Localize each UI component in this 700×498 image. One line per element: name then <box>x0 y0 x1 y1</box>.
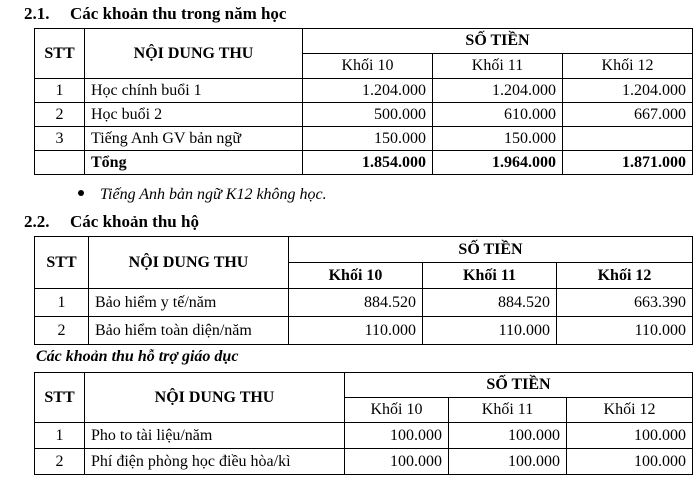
header-khoi-11: Khối 11 <box>423 263 557 289</box>
header-content: NỘI DUNG THU <box>85 29 303 79</box>
cell-stt: 2 <box>35 103 85 127</box>
cell-stt: 2 <box>35 449 85 475</box>
header-khoi-11: Khối 11 <box>433 54 563 79</box>
cell-k10: 110.000 <box>289 317 423 345</box>
section-number: 2.2. <box>24 212 50 231</box>
header-amount: SỐ TIỀN <box>289 237 693 263</box>
cell-k11: 1.204.000 <box>433 79 563 103</box>
header-khoi-11: Khối 11 <box>449 398 567 423</box>
header-khoi-12: Khối 12 <box>563 54 693 79</box>
total-k11: 1.964.000 <box>433 151 563 175</box>
cell-k10: 884.520 <box>289 289 423 317</box>
header-amount: SỐ TIỀN <box>303 29 693 54</box>
section-2-2-heading <box>0 212 199 232</box>
table-collected-fees <box>34 236 693 345</box>
cell-k11: 100.000 <box>449 449 567 475</box>
header-stt: STT <box>35 373 85 423</box>
header-khoi-12: Khối 12 <box>557 263 693 289</box>
header-content: NỘI DUNG THU <box>89 237 289 289</box>
cell-k12: 1.204.000 <box>563 79 693 103</box>
cell-stt: 1 <box>35 423 85 449</box>
cell-stt: 3 <box>35 127 85 151</box>
total-label: Tổng <box>85 151 303 175</box>
section-support-heading: Các khoản thu hỗ trợ giáo dục <box>36 348 239 365</box>
cell-stt: 2 <box>35 317 89 345</box>
section-2-1-heading <box>0 4 286 24</box>
cell-k11: 100.000 <box>449 423 567 449</box>
cell-k12 <box>563 127 693 151</box>
total-k10: 1.854.000 <box>303 151 433 175</box>
cell-k12: 110.000 <box>557 317 693 345</box>
header-amount: SỐ TIỀN <box>345 373 693 398</box>
note-text: Tiếng Anh bản ngữ K12 không học. <box>100 186 327 203</box>
header-khoi-10: Khối 10 <box>345 398 449 423</box>
section-number: 2.1. <box>24 4 50 23</box>
header-stt: STT <box>35 29 85 79</box>
table-row <box>35 127 693 151</box>
cell-name: Học chính buổi 1 <box>85 79 303 103</box>
cell-name: Phí điện phòng học điều hòa/kì <box>85 449 345 475</box>
cell-k12: 100.000 <box>567 423 693 449</box>
total-row <box>35 151 693 175</box>
header-khoi-12: Khối 12 <box>567 398 693 423</box>
section-title: Các khoản thu trong năm học <box>70 4 287 23</box>
table-annual-fees <box>34 28 693 175</box>
table-row <box>35 449 693 475</box>
table-row <box>35 103 693 127</box>
cell-stt: 1 <box>35 289 89 317</box>
cell-k10: 100.000 <box>345 423 449 449</box>
header-khoi-10: Khối 10 <box>289 263 423 289</box>
total-k12: 1.871.000 <box>563 151 693 175</box>
note-line <box>78 186 327 204</box>
table-row <box>35 79 693 103</box>
cell-k10: 150.000 <box>303 127 433 151</box>
table-row <box>35 289 693 317</box>
cell-name: Pho to tài liệu/năm <box>85 423 345 449</box>
table-row <box>35 423 693 449</box>
cell-name: Học buổi 2 <box>85 103 303 127</box>
cell-k10: 100.000 <box>345 449 449 475</box>
cell-name: Tiếng Anh GV bản ngữ <box>85 127 303 151</box>
table-row <box>35 317 693 345</box>
cell-k12: 100.000 <box>567 449 693 475</box>
section-title: Các khoản thu hộ <box>70 212 199 231</box>
cell-stt: 1 <box>35 79 85 103</box>
cell-k11: 610.000 <box>433 103 563 127</box>
cell-k11: 884.520 <box>423 289 557 317</box>
header-stt: STT <box>35 237 89 289</box>
cell-k12: 667.000 <box>563 103 693 127</box>
header-khoi-10: Khối 10 <box>303 54 433 79</box>
cell-k11: 110.000 <box>423 317 557 345</box>
cell-name: Bảo hiểm toàn diện/năm <box>89 317 289 345</box>
cell-name: Bảo hiểm y tế/năm <box>89 289 289 317</box>
cell-k10: 500.000 <box>303 103 433 127</box>
table-education-support-fees <box>34 372 693 475</box>
cell-k10: 1.204.000 <box>303 79 433 103</box>
header-content: NỘI DUNG THU <box>85 373 345 423</box>
bullet-icon <box>78 190 84 196</box>
cell-k11: 150.000 <box>433 127 563 151</box>
cell-k12: 663.390 <box>557 289 693 317</box>
